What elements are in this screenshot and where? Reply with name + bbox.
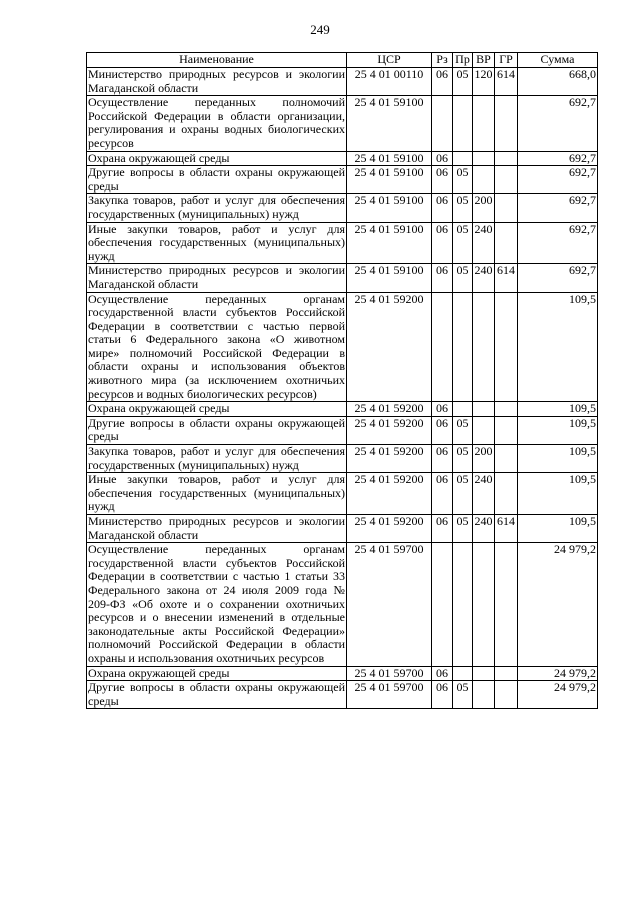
column-header-vr: ВР [473,53,495,68]
cell-vr [473,543,495,666]
column-header-pr: Пр [453,53,473,68]
cell-sum: 24 979,2 [518,681,598,709]
table-row [87,543,598,666]
cell-csr: 25 4 01 59700 [347,543,432,666]
cell-gr [495,666,518,681]
cell-rz: 06 [432,222,453,264]
cell-sum: 692,7 [518,222,598,264]
cell-csr: 25 4 01 59100 [347,264,432,292]
table-row [87,681,598,709]
cell-vr [473,416,495,444]
cell-sum: 109,5 [518,292,598,402]
cell-gr [495,166,518,194]
column-header-sum: Сумма [518,53,598,68]
cell-name: Другие вопросы в области охраны окружающей среды [88,680,345,708]
column-header-rz: Рз [432,53,453,68]
cell-sum: 109,5 [518,445,598,473]
cell-csr: 25 4 01 59700 [347,681,432,709]
cell-name: Министерство природных ресурсов и экологии Магаданской области [88,67,345,95]
cell-rz: 06 [432,194,453,222]
cell-vr [473,151,495,166]
cell-rz: 06 [432,515,453,543]
cell-gr [495,194,518,222]
table-header-row [87,53,598,68]
cell-rz: 06 [432,445,453,473]
cell-csr: 25 4 01 59200 [347,445,432,473]
cell-pr: 05 [453,515,473,543]
cell-sum: 24 979,2 [518,543,598,666]
table-body [87,68,598,709]
cell-rz [432,292,453,402]
cell-name: Другие вопросы в области охраны окружающей среды [88,415,345,444]
cell-gr [495,543,518,666]
cell-name: Осуществление переданных органам государственной власти субъектов Российской Федерации в соответствии с частью первой статьи 6 Федерального закона «О животном мире» полномочий Российской Федерации в области охраны и использования объектов животного мира (за исключением охотничьих ресурсов и водных биологических ресурсов) [88,291,345,401]
cell-sum: 24 979,2 [518,666,598,681]
cell-csr: 25 4 01 59200 [347,292,432,402]
cell-vr [473,666,495,681]
cell-name: Охрана окружающей среды [87,151,347,166]
cell-sum: 692,7 [518,264,598,292]
cell-csr: 25 4 01 59200 [347,473,432,515]
cell-sum: 692,7 [518,96,598,151]
cell-gr [495,222,518,264]
cell-vr [473,96,495,151]
cell-vr: 120 [473,68,495,96]
cell-rz: 06 [432,166,453,194]
cell-pr: 05 [453,473,473,515]
cell-sum: 109,5 [518,473,598,515]
cell-vr [473,402,495,417]
cell-pr: 05 [453,416,473,444]
cell-vr: 240 [473,515,495,543]
cell-csr: 25 4 01 59200 [347,416,432,444]
cell-sum: 109,5 [518,515,598,543]
cell-name: Охрана окружающей среды [87,666,347,681]
cell-gr [495,473,518,515]
budget-table [86,52,598,709]
cell-gr [495,96,518,151]
cell-gr: 614 [495,515,518,543]
cell-sum: 668,0 [518,68,598,96]
table-row [87,416,598,444]
cell-rz: 06 [432,264,453,292]
table-row [87,166,598,194]
cell-pr [453,96,473,151]
cell-pr: 05 [453,264,473,292]
column-header-name: Наименование [87,53,347,68]
cell-rz [432,96,453,151]
table-row [87,402,598,417]
cell-pr [453,151,473,166]
cell-csr: 25 4 01 59100 [347,151,432,166]
cell-gr: 614 [495,68,518,96]
cell-csr: 25 4 01 59100 [347,166,432,194]
cell-name: Иные закупки товаров, работ и услуг для обеспечения государственных (муниципальных) нужд [88,221,345,263]
cell-gr [495,402,518,417]
page-number: 249 [310,22,330,37]
cell-pr: 05 [453,681,473,709]
cell-rz: 06 [432,151,453,166]
cell-gr: 614 [495,264,518,292]
table-row [87,68,598,96]
cell-rz: 06 [432,402,453,417]
cell-name: Охрана окружающей среды [87,402,347,417]
table-row [87,445,598,473]
cell-name: Осуществление переданных полномочий Российской Федерации в области организации, регулирования и охраны водных биологических ресурсов [88,95,345,150]
cell-csr: 25 4 01 59100 [347,194,432,222]
cell-name: Другие вопросы в области охраны окружающей среды [88,165,345,193]
cell-vr [473,292,495,402]
table-row [87,292,598,402]
cell-vr: 200 [473,445,495,473]
table-row [87,666,598,681]
cell-csr: 25 4 01 00110 [347,68,432,96]
cell-pr: 05 [453,445,473,473]
cell-sum: 109,5 [518,402,598,417]
cell-csr: 25 4 01 59200 [347,515,432,543]
cell-vr: 240 [473,264,495,292]
cell-gr [495,416,518,444]
cell-rz: 06 [432,681,453,709]
cell-name: Иные закупки товаров, работ и услуг для обеспечения государственных (муниципальных) нужд [88,472,345,514]
cell-csr: 25 4 01 59200 [347,402,432,417]
cell-rz [432,543,453,666]
cell-rz: 06 [432,416,453,444]
cell-vr: 240 [473,222,495,264]
column-header-gr: ГР [495,53,518,68]
cell-sum: 692,7 [518,166,598,194]
cell-name: Закупка товаров, работ и услуг для обеспечения государственных (муниципальных) нужд [88,193,345,221]
cell-name: Осуществление переданных органам государственной власти субъектов Российской Федерации в соответствии с частью 1 статьи 33 Федерального закона от 24 июля 2009 года № 209-ФЗ «Об охоте и о сохранении охотничьих ресурсов и о внесении изменений в отдельные законодательные акты Российской Федерации» полномочий Российской Федерации в области охраны и использования охотничьих ресурсов [88,542,345,665]
cell-name: Министерство природных ресурсов и экологии Магаданской области [88,263,345,291]
cell-name: Закупка товаров, работ и услуг для обеспечения государственных (муниципальных) нужд [88,444,345,472]
table-row [87,264,598,292]
cell-sum: 109,5 [518,416,598,444]
cell-csr: 25 4 01 59700 [347,666,432,681]
table-row [87,151,598,166]
cell-pr [453,402,473,417]
cell-pr [453,543,473,666]
cell-pr: 05 [453,222,473,264]
table-row [87,473,598,515]
cell-pr [453,666,473,681]
cell-rz: 06 [432,473,453,515]
cell-csr: 25 4 01 59100 [347,222,432,264]
cell-pr: 05 [453,68,473,96]
table-row [87,194,598,222]
cell-sum: 692,7 [518,194,598,222]
cell-rz: 06 [432,666,453,681]
cell-gr [495,681,518,709]
cell-vr [473,681,495,709]
cell-vr [473,166,495,194]
cell-name: Министерство природных ресурсов и экологии Магаданской области [88,514,345,542]
cell-gr [495,292,518,402]
table-row [87,222,598,264]
table-row [87,96,598,151]
cell-gr [495,151,518,166]
column-header-csr: ЦСР [347,53,432,68]
cell-vr: 240 [473,473,495,515]
table-row [87,515,598,543]
cell-csr: 25 4 01 59100 [347,96,432,151]
cell-gr [495,445,518,473]
cell-pr [453,292,473,402]
cell-vr: 200 [473,194,495,222]
cell-sum: 692,7 [518,151,598,166]
cell-rz: 06 [432,68,453,96]
cell-pr: 05 [453,166,473,194]
cell-pr: 05 [453,194,473,222]
